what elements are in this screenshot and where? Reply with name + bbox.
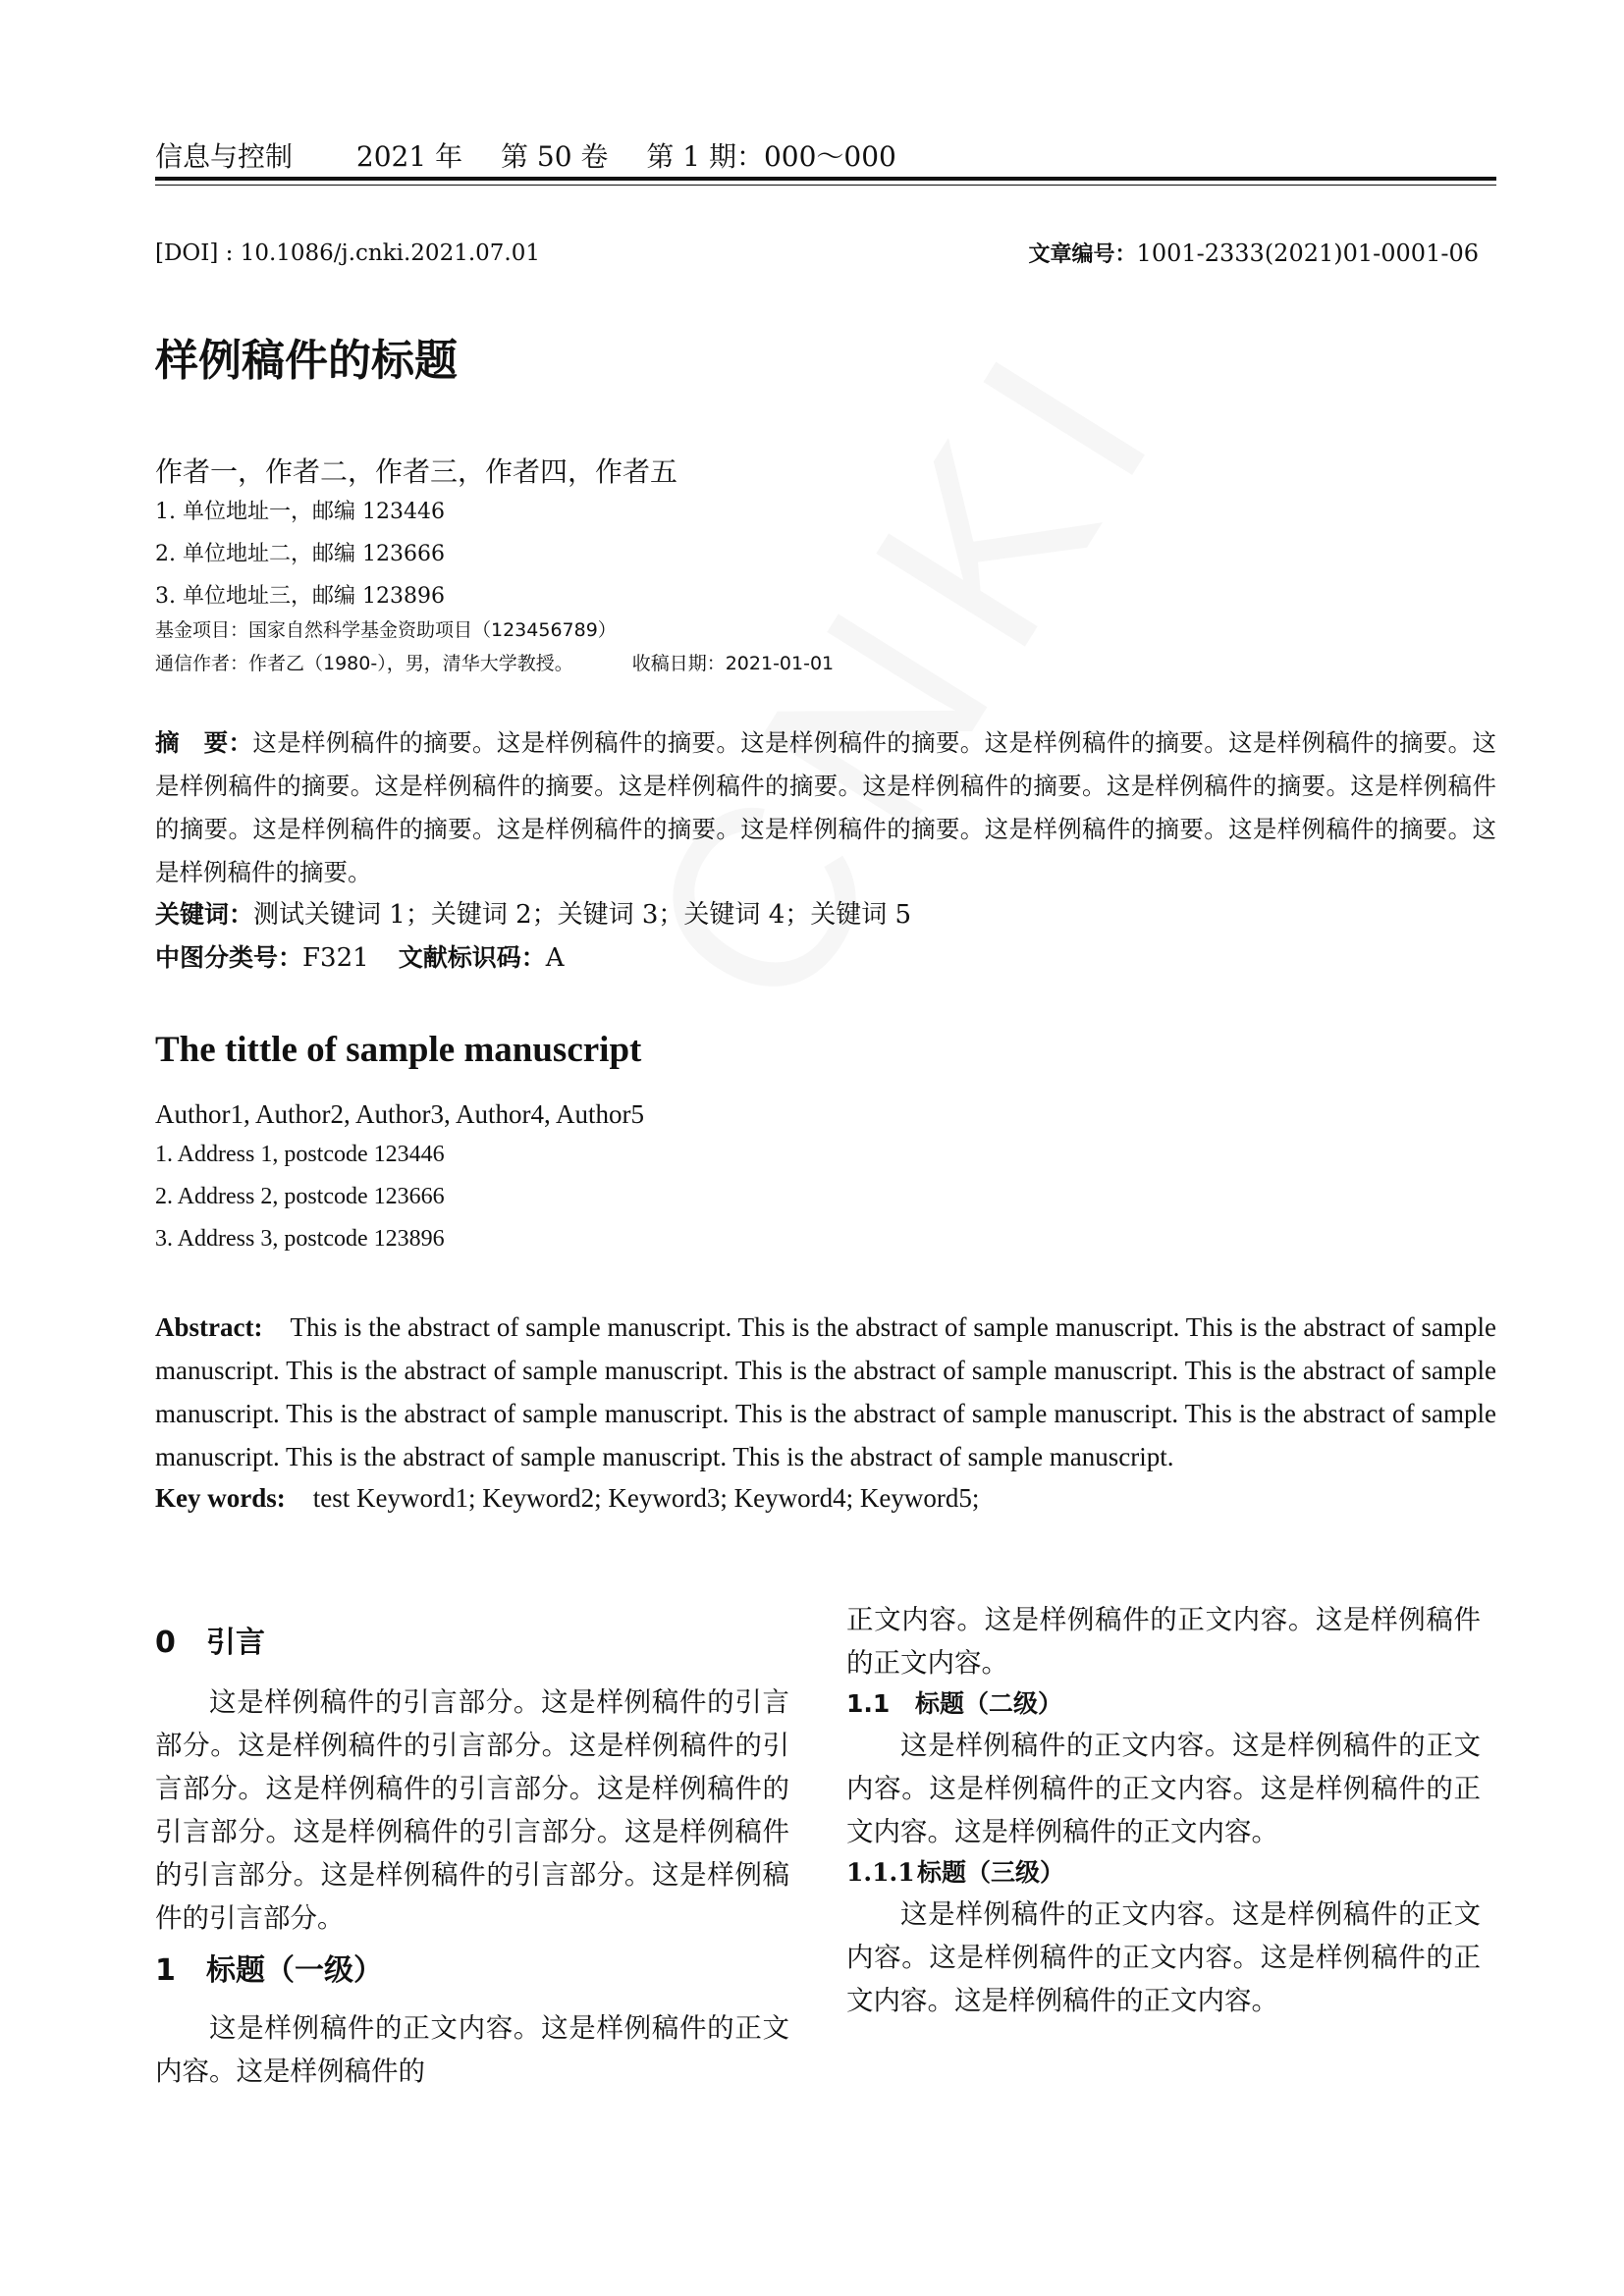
en-keywords-text: test Keyword1; Keyword2; Keyword3; Keyword4; Keyword5; [312,1483,980,1513]
cn-address-2: 2. 单位地址二，邮编 123666 [155,542,445,566]
en-keywords-label: Key words: [155,1483,286,1513]
corresponding-author: 通信作者：作者乙（1980-），男，清华大学教授。 [155,653,573,674]
clc-label: 中图分类号： [155,943,303,972]
body-column-left [155,1600,789,2093]
section-1-title: 标题（一级） [206,1953,383,1988]
cn-address-3: 3. 单位地址三，邮编 123896 [155,584,445,609]
doi: [DOI] : 10.1086/j.cnki.2021.07.01 [155,240,540,266]
body-column-right [846,1598,1481,2022]
journal-name: 信息与控制 [155,140,294,173]
section-1-1-1-number: 1.1.1 [846,1858,915,1887]
cn-keywords [155,895,911,934]
header-rule-thin [155,185,1496,186]
en-title: The tittle of sample manuscript [155,1030,642,1070]
article-number [1029,239,1479,270]
en-abstract [155,1306,1496,1478]
cn-address-1: 1. 单位地址一，邮编 123446 [155,500,445,524]
correspondence-line [155,651,834,676]
cn-abstract-label: 摘 要： [155,728,253,757]
en-abstract-text: This is the abstract of sample manuscript. This is the abstract of sample manuscript. This is the abstract of sample manuscript. This is the abstract of sample manuscript. This is the abstract of sample manuscript. This is the abstract of sample manuscript. This is the abstract of sample manuscript. This is the abstract of sample manuscript. This is the abstract of sample manuscript. This is the abstract of sample manuscript. This is the abstract of sample manuscript. [155,1312,1496,1471]
en-address-3: 3. Address 3, postcode 123896 [155,1226,445,1252]
section-1-1-title: 标题（二级） [915,1689,1063,1718]
cn-keywords-label: 关键词： [155,900,254,929]
article-number-label: 文章编号： [1028,242,1137,267]
section-1-paragraph: 这是样例稿件的正文内容。这是样例稿件的正文内容。这是样例稿件的 [155,2012,789,2087]
article-number-value: 1001-2333(2021)01-0001-06 [1136,240,1479,267]
section-1-paragraph-continued: 正文内容。这是样例稿件的正文内容。这是样例稿件的正文内容。 [846,1604,1481,1679]
en-address-1: 1. Address 1, postcode 123446 [155,1142,445,1167]
received-date: 收稿日期：2021-01-01 [631,653,835,674]
cn-abstract-text: 这是样例稿件的摘要。这是样例稿件的摘要。这是样例稿件的摘要。这是样例稿件的摘要。这是样例稿件的摘要。这是样例稿件的摘要。这是样例稿件的摘要。这是样例稿件的摘要。这是样例稿件的摘要。这是样例稿件的摘要。这是样例稿件的摘要。这是样例稿件的摘要。这是样例稿件的摘要。这是样例稿件的摘要。这是样例稿件的摘要。这是样例稿件的摘要。这是样例稿件的摘要。 [155,728,1496,886]
en-abstract-label: Abstract: [155,1312,263,1342]
section-0-paragraph: 这是样例稿件的引言部分。这是样例稿件的引言部分。这是样例稿件的引言部分。这是样例稿件的引言部分。这是样例稿件的引言部分。这是样例稿件的引言部分。这是样例稿件的引言部分。这是样例稿件的引言部分。这是样例稿件的引言部分。这是样例稿件的引言部分。 [155,1686,789,1934]
en-address-2: 2. Address 2, postcode 123666 [155,1184,445,1209]
section-1-1-paragraph: 这是样例稿件的正文内容。这是样例稿件的正文内容。这是样例稿件的正文内容。这是样例稿件的正文内容。这是样例稿件的正文内容。 [846,1730,1481,1847]
cn-authors: 作者一，作者二，作者三，作者四，作者五 [155,455,678,488]
en-authors: Author1, Author2, Author3, Author4, Author5 [155,1099,644,1129]
classification-line [155,938,564,978]
section-1-1-number: 1.1 [846,1689,891,1718]
section-1-number: 1 [155,1953,176,1988]
section-1-heading [155,1949,789,1993]
section-0-heading [155,1622,789,1665]
clc-value: F321 [302,943,369,973]
section-0-number: 0 [155,1626,176,1660]
section-1-1-heading [846,1684,1481,1724]
journal-issue: 第 1 期：000～000 [646,140,896,173]
doc-code-label: 文献标识码： [398,943,546,972]
cn-abstract [155,721,1496,894]
journal-volume: 第 50 卷 [501,140,609,173]
section-1-1-1-title: 标题（三级） [917,1858,1065,1887]
fund-info: 基金项目：国家自然科学基金资助项目（123456789） [155,619,617,641]
section-0-title: 引言 [206,1626,265,1660]
section-1-1-1-heading [846,1853,1481,1893]
cn-title: 样例稿件的标题 [155,336,458,386]
doc-code-value: A [545,943,565,973]
en-keywords [155,1476,979,1520]
cn-keywords-text: 测试关键词 1；关键词 2；关键词 3；关键词 4；关键词 5 [253,900,912,930]
section-1-1-1-paragraph: 这是样例稿件的正文内容。这是样例稿件的正文内容。这是样例稿件的正文内容。这是样例稿件的正文内容。这是样例稿件的正文内容。 [846,1898,1481,2016]
journal-year: 2021 年 [355,140,463,173]
header-rule-thick [155,177,1496,181]
